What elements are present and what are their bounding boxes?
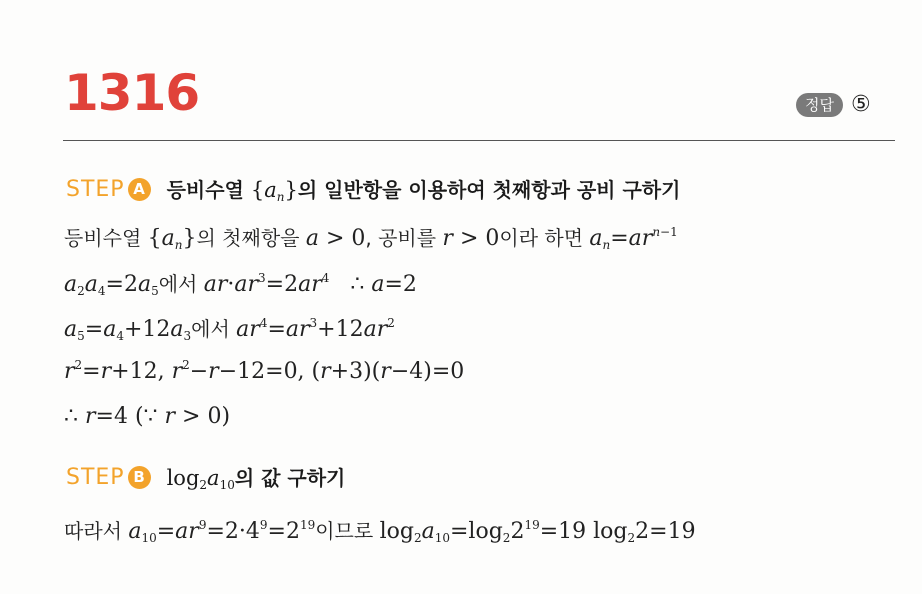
solution-line-3: $a_5=a_4+12a_3$에서 $ar^4=ar^3+12ar^2$ bbox=[64, 316, 395, 343]
answer-badge: 정답 bbox=[796, 93, 843, 117]
answer-value: ⑤ bbox=[850, 92, 871, 117]
solution-line-4: $r^2=r+12$, $r^2-r-12=0$, (r+3)(r−4)=0 bbox=[64, 358, 465, 384]
line1-text-b: 의 첫째항을 bbox=[196, 226, 306, 250]
line1-text-a: 등비수열 bbox=[64, 226, 148, 250]
answer bbox=[796, 92, 871, 117]
line1-text-c: , 공비를 bbox=[365, 226, 443, 250]
step-b-label: STEP bbox=[66, 464, 125, 490]
solution-line-5: ∴ r=4 (∵ r > 0) bbox=[64, 404, 231, 429]
step-b-title-post: 의 값 구하기 bbox=[234, 466, 346, 490]
line2-text-a: 에서 bbox=[158, 272, 204, 296]
line1-text-d: 이라 하면 bbox=[499, 226, 590, 250]
line6-text-b: 이므로 bbox=[315, 519, 380, 543]
divider bbox=[63, 140, 895, 141]
step-b-title bbox=[167, 462, 346, 492]
step-a-title-pre: 등비수열 bbox=[166, 178, 251, 202]
step-b-badge: B bbox=[128, 466, 151, 489]
solution-line-2: $a_2a_4=2a_5$에서 $ar\cdot ar^3=2ar^4$ ∴ a=2 bbox=[64, 271, 417, 298]
solution-line-1: 등비수열 $\{a_n\}$의 첫째항을 a > 0, 공비를 r > 0이라 하면 $a_n=ar^{n-1}$ bbox=[64, 225, 678, 252]
step-a-badge: A bbox=[128, 178, 151, 201]
step-a-title-post: 의 일반항을 이용하여 첫째항과 공비 구하기 bbox=[297, 178, 681, 202]
step-b-math: $\log_2a_{10}$ bbox=[166, 466, 235, 492]
line3-text-a: 에서 bbox=[191, 317, 237, 341]
problem-number: 1316 bbox=[64, 64, 200, 122]
step-a-label: STEP bbox=[66, 176, 125, 202]
step-a-math: $\{a_n\}$ bbox=[250, 178, 298, 204]
step-a-title bbox=[167, 174, 681, 204]
line6-text-a: 따라서 bbox=[64, 519, 129, 543]
solution-line-6: 따라서 $a_{10}=ar^9=2\cdot 4^9=2^{19}$이므로 $\log_2a_{10}=\log_22^{19}=19$ $\log_22=19$ bbox=[64, 518, 696, 545]
step-b-heading bbox=[66, 462, 345, 492]
step-a-heading bbox=[66, 174, 680, 204]
